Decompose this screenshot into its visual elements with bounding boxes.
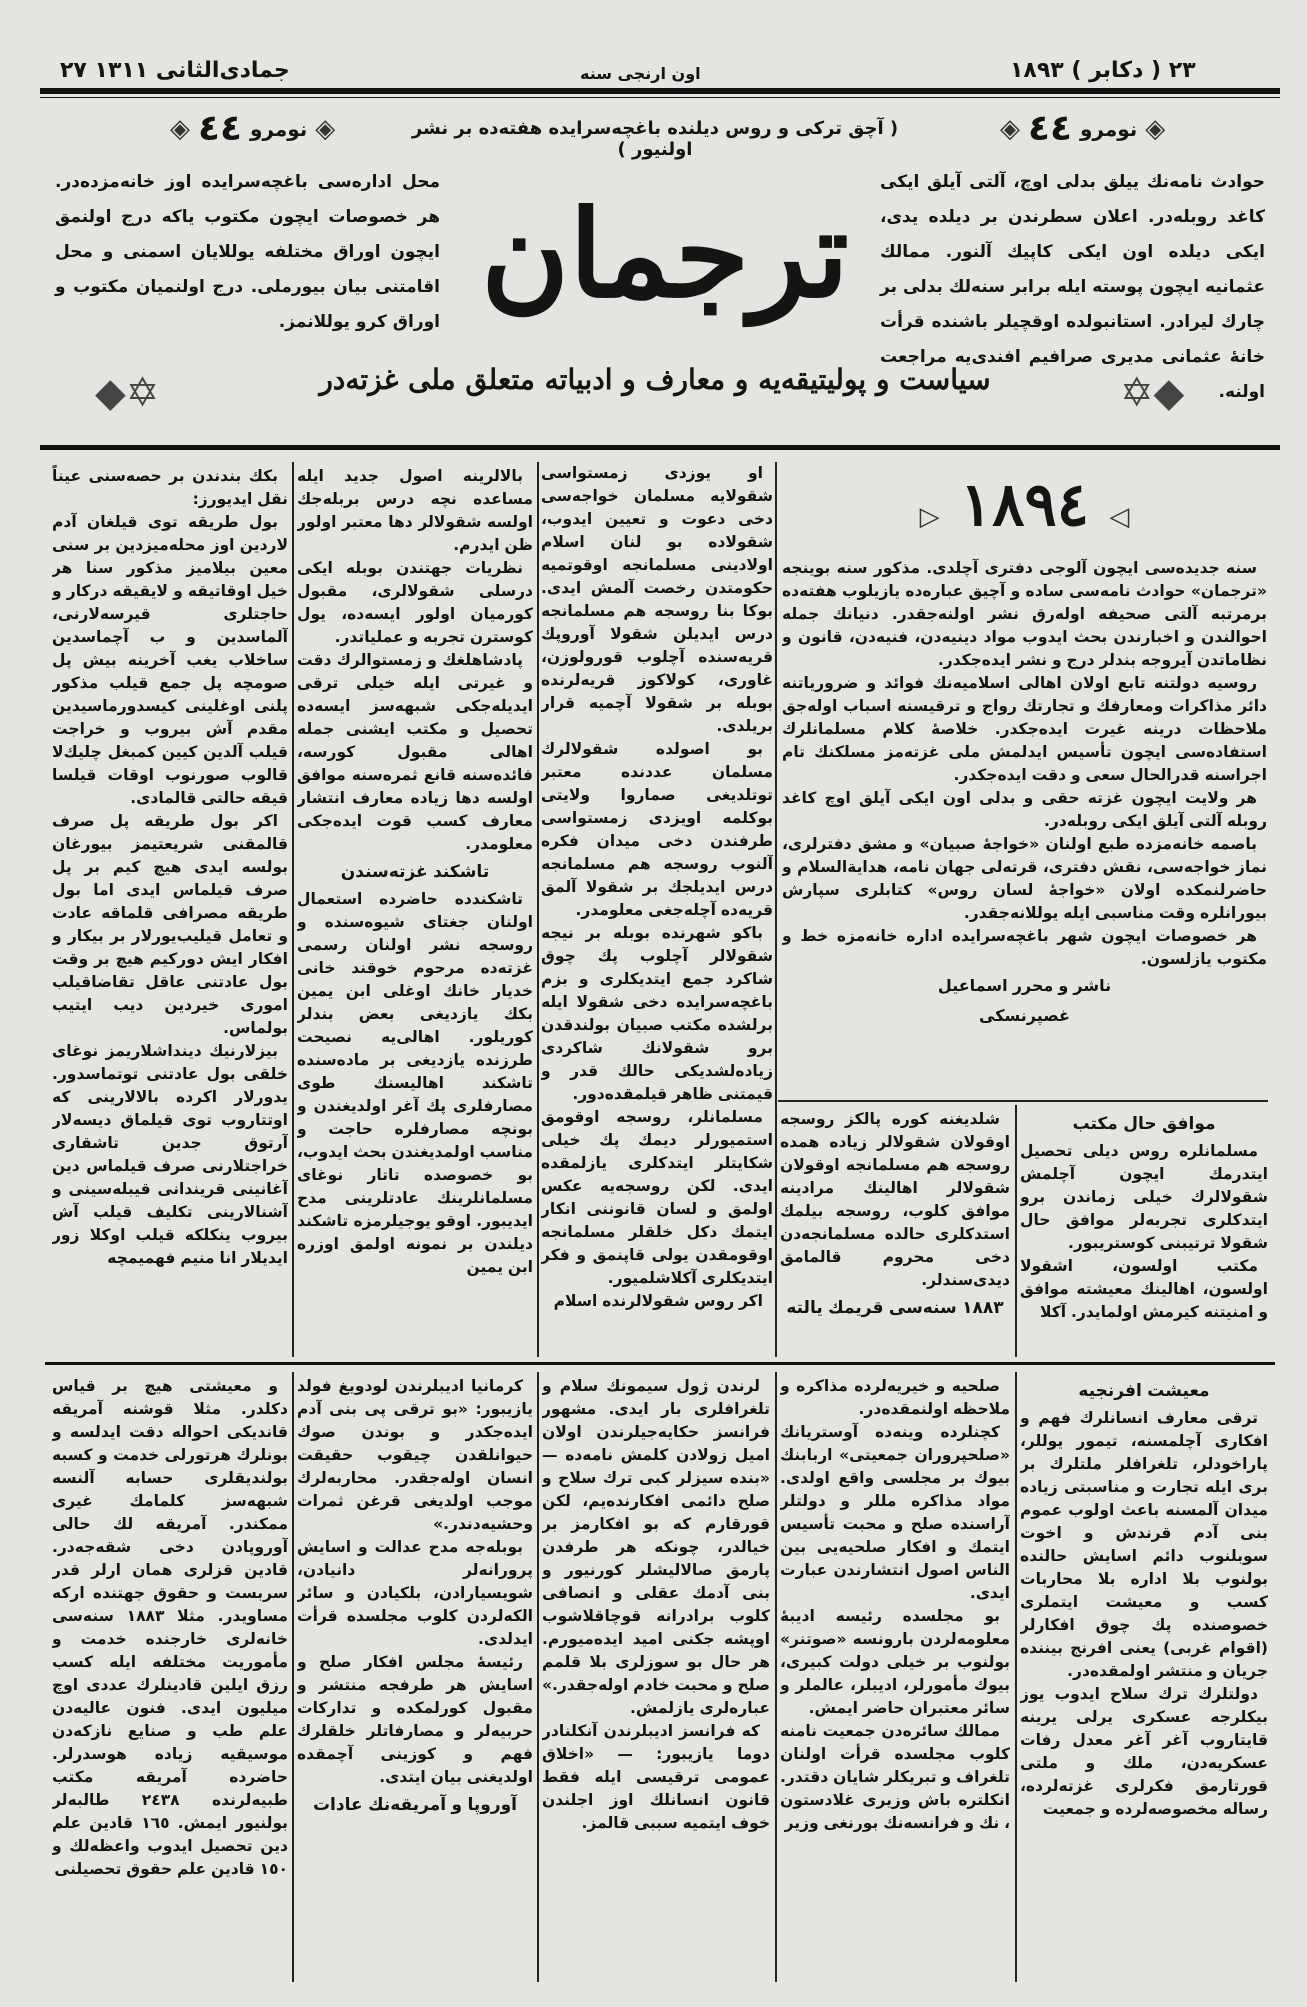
paragraph: بكك بندندن بر حصه‌سنی عیناً نقل ایدیورز: <box>52 467 288 508</box>
paragraph: صلحیه و خیریه‌لرده مذاكره و ملاحظه اولنمقده‌در. <box>780 1377 1010 1418</box>
gregorian-date: ۱۸۹۳ ( دكابر ) ۲۳ <box>1010 58 1196 83</box>
paragraph: بوبله‌جه مدح عدالت و اسایش پرورانه‌لر دانیادن، شویسیارادن، بلكیادن و سائر الكه‌لردن كلوب مجلسده قرأت ایدلدی. <box>297 1538 533 1648</box>
column-divider <box>1015 1105 1017 1357</box>
column-divider <box>775 462 777 1357</box>
paragraph: باصمه خانه‌مزده طبع اولنان «خواجهٔ صبیان» و مشق دفترلری، نماز خواجه‌سی، نقش دفتری، قرته‌لی جهان نامه، هدایة‌السلام و حاضرلنمكده اولان «خواجهٔ لسان روس» كتابلری سپارش بیورانلره وقت مناسبی ایله یوللانه‌جقدر. <box>782 835 1267 922</box>
lower-column-2 <box>297 1375 533 1985</box>
hijri-date: ۲۷ جمادی‌الثانی ۱۳۱۱ <box>60 58 290 83</box>
section-heading: تاشكند غزته‌سندن <box>340 862 490 882</box>
number-value: ٤٤ <box>1028 108 1072 149</box>
ornament-icon: ◆✡ <box>95 370 160 416</box>
signature-line: ناشر و محرر اسماعیل <box>937 976 1112 995</box>
paragraph: ترقی معارف انسانلرك فهم و افكاری آچلمسنه، تیمور یوللر، پاراخودلر، تلغرافلر ملتلرك بر بری ایله تجارت و مناسبتی زیاده میدان آلمسنه باعث اولوب عموم بنی آدم قرندش و اخوت سوبلنوب دائم اسایش حالنده بولنوب بلا اداره بلا محاربات كسب و معیشت ایتملری خصوصنده پك چوق افكارلر (اقوام غربی) یعنی افرنج بیننده جریان و منتشر اولمقده‌در. <box>1020 1409 1268 1680</box>
paragraph: دولتلرك ترك سلاح ایدوب یوز بیكلرجه عسكری یرلی یرینه قایتاروب آغر آغر معدل رفات عسكریه‌دن، ملك و ملتی قورتارمق فكرلری غزته‌لرده، رساله مخصوصه‌لرده و جمعیت <box>1020 1685 1268 1818</box>
paragraph: رئیسهٔ مجلس افكار صلح و اسایش هر طرفجه منتشر و مقبول كورلمكده و تداركات حربیه‌لر و مصارفاتلر خلقلرك فهم و كوزینی آچمقده اولدیغنی بیان ایتدی. <box>297 1653 533 1786</box>
column-school <box>1020 1108 1268 1356</box>
column-school-continued <box>780 1108 1010 1356</box>
ornament-icon: ◈ <box>1145 113 1166 144</box>
paragraph: بول طریقه توی قیلغان آدم لاردین اوز محله‌میزدین بر سنی معین بیلامیز مذكور سنا هر خیل اوقاتیقه و لایقیقه دركار و حاجتلری قیرسه‌لارنی، آلماسدین و ب آچماسدین ساخلاب یغب آخرینه بیش پل صومچه پل جمع قیلب مذكور پلنی اوغلینی كیسدورماسیدین مقدم آش بیروب و خراجت قیلب آلدین كیین كمبغل چلیك‌لا قالوب صورنوب اوقات قیلسا قیقه حالتی قالمادی. <box>52 513 288 807</box>
paragraph: اكر بول طریقه پل صرف قالمقنی شریعتیمز بیورغان بولسه ایدی هیچ كیم بر پل صرف قیلماس ایدی اما بول طریقه مصرافی قلماقه عادت و تعامل قیلیب‌یورلار بر بیكار و افكار ایش دوركیم هیچ بر وقت بول عادتنی عاقل تقاضاقیلب اموری خیردین دیب ایتیب بولماس. <box>52 812 288 1037</box>
paragraph: بیزلارنیك دینداشلاریمز نوغای خلقی بول عادتنی توتماسدور. یدورلار اكرده بالالارینی كه اوتتاروب توی قیلماق دیسه‌لار آرتوق جدین تاشقاری خراجتلارنی صرف قیلماس دین آغانینی قریندانی قیبله‌سینی و آشنالارینی تكلیف قیلب آش بیروب ینكلكه قیلب اوكلا زور ایدیلار انا منیم فهمیمچه <box>52 1042 288 1267</box>
volume-label: اون ارنجی سنه <box>580 64 701 83</box>
office-box: محل اداره‌سی باغچه‌سرایده اوز خانه‌مزده‌در. هر خصوصات ایچون مكتوب یاكه درج اولنمق ایچون اوراق مختلفه یوللایان اسمنی و محل اقامتنی بیان بیورملی. درج اولنمیان مكتوب و اوراق كرو یوللانمز. <box>55 172 440 332</box>
column-b <box>297 465 533 1355</box>
paragraph: روسیه دولتنه تابع اولان اهالی اسلامیه‌نك فوائد و ضروریاتنه دائر مذاكرات ومعارفك و تجارتك رواج و ترقیسنه اسباب اوله‌جق ملاحظات درینه غیرت ایده‌جكدر. خلاصهٔ كلام مسلمانلرك استفاده‌سی ایچون تأسیس ایدلمش ملی غزته‌مز مسلكنك تام اجراسنه قدرالحال سعی و دقت ایده‌جكدر. <box>782 674 1267 784</box>
column-divider <box>1015 1372 1017 1982</box>
section-heading: ۱۸۸۳ سنه‌سی قریمك یالته <box>786 1298 1004 1318</box>
column-c <box>541 462 773 1357</box>
number-label: نومرو <box>1079 116 1138 141</box>
paragraph: كچنلرده وینه‌ده آوستریانك «صلحپروران جمعیتی» اربابنك بیوك بر مجلسی واقع اولدی. مواد مذاكره مللر و دولتلر آراسنده صلح و محبت تأسیس ایتمك و افكار صلحیه‌یی بین الناس اصول انتشارندن عبارت ایدی. <box>780 1423 1010 1602</box>
lower-column-1 <box>52 1375 288 1985</box>
paragraph: مسلمانلر، روسجه اوقومق استمیورلر دیمك پك خیلی شكایتلر ایتدكلری یازلمقده ایدی. لكن روسجه‌یه عكس اولمق و لسان قانوننی انكار ایتمك دكل خلقلر مسلمانجه اوقومقدن یولی قاپنمق و فكر ایتدیكلری آكلاشلمیور. <box>541 1108 773 1287</box>
column-divider <box>775 1372 777 1982</box>
issue-number-left <box>170 108 335 149</box>
paragraph: سنه جدیده‌سی ایچون آلوجی دفتری آچلدی. مذكور سنه بوینجه «ترجمان» حوادث نامه‌سی ساده و آچیق عباره‌ده یازیلوب هفته‌ده برمرتبه آلتی صحیفه اوله‌رق نشر اولنه‌جقدر. دنیانك جمله احوالندن و اخبارندن بحث ایدوب مواد دینیه‌دن، فنیه‌دن، قانون و نظاماتدن آیروجه بندلر درج و نشر ایده‌جكدر. <box>782 559 1267 669</box>
paragraph: مكتب اولسون، اشقولا اولسون، اهالینك معیشته موافق و امنیتنه كیرمش اولمایدر. آكلا <box>1020 1257 1268 1321</box>
paragraph: هر ولایت ایچون غزته حقی و بدلی اون ایكی آیلق اوچ كاغد روبله آلتی آیلق ایكی روبله‌در. <box>782 789 1267 830</box>
paragraph: اكر روس شقولالرنده اسلام <box>553 1292 763 1310</box>
section-divider <box>778 1100 1268 1102</box>
section-heading: آوروپا و آمریقه‌نك عادات <box>312 1795 518 1815</box>
top-rule-thin <box>40 97 1280 98</box>
paragraph: لرندن ژول سیمونك سلام و تلغرافلری بار ایدی. مشهور فرانسز حكایه‌جیلرندن اولان امیل زولادن كلمش نامه‌ده — «بنده سیزلر كبی ترك سلاح و صلح دائمی افكارنده‌یم، لكن قورقارم كه بو افكارمز بر خیالدر، چونكه هر طرفدن پارمق صالالیشلر كورنیور و بنی آدمك عقلی و انصافی كلوب برادرانه قوچاقلاشوب اوپشه جكنی امید ایده‌میورم. هر حال بو سوزلری بلا قلمم صلح و محبت خادم اوله‌جقدر.» عباره‌لری یازلمش. <box>542 1377 770 1717</box>
year-value: ۱۸۹٤ <box>960 470 1089 540</box>
paragraph: ممالك سائره‌دن جمعیت نامنه كلوب مجلسده قرأت اولنان تلغراف و تبریكلر شایان دقتدر. انكلتره باش وزیری غلادستون ، نك و فرانسه‌نك بورنغی وزیر <box>780 1722 1010 1832</box>
ornament-icon: ◈ <box>315 113 336 144</box>
section-rule <box>45 1362 1275 1365</box>
column-divider <box>537 1372 539 1982</box>
paragraph: مسلمانلره روس دیلی تحصیل ایتدرمك ایچون آچلمش شقولالرك خیلی زماندن برو ایتدكلری تجربه‌لر موافق حال شقولا ترتیبنی كوستریبور. <box>1020 1142 1268 1252</box>
subscription-box: حوادث نامه‌نك ییلق بدلی اوچ، آلتی آیلق ایكی كاغد روبله‌در. اعلان سطرندن بر دیلده یدی، ایكی دیلده اون ایكی كاپیك آلنور. ممالك عثمانیه ایچون پوسته ایله برابر سنه‌لك بدلی بر چارك لیرادر. استانبولده اوقچیلر باشنده قرأت خانهٔ عثمانی مدیری صرافیم افندی‌یه مراجعت اولنه. <box>880 172 1265 402</box>
column-divider <box>292 462 294 1357</box>
lower-column-3 <box>542 1375 770 1985</box>
signature-line: غصپرنسكی <box>979 1006 1070 1025</box>
paragraph: و معیشتی هیچ بر قیاس دكلدر. مثلا قوشنه آمریقه قاندیكی احواله دقت ایدلسه و بونلرك هرتورلی خدمت و كسبه بولندیقلری حسابه آلنسه شبهه‌سز كلمامك غیری ممكندر. آمریقه لك حالی آوروپادن دخی شقه‌جه‌در. قادین قزلری همان ارلر قدر سربست و حقوق جهتنده اركه مساویدر. مثلا ۱۸۸۳ سنه‌سی خانه‌لری خارجنده خدمت و مأموریت مختلفه ایله كسب رزق ایلین قادینلرك عددی اوچ میلیون ایدی. فنون عالیه‌دن علم طب و صنایع نازكه‌دن موسیقیه زیاده هوسدرلر. حاضرده آمریقه مكتب طبیه‌لرنده ۲٤۳۸ طالبه‌لر بولنیور ایمش. ۱٦٥ قادین علم دین تحصیل ایدوب واعظه‌لك و ۱٥۰ قادین علم حقوق تحصیلنی <box>52 1377 288 1878</box>
number-label: نومرو <box>249 116 308 141</box>
paragraph: هر خصوصات ایچون شهر باغچه‌سرایده اداره خانه‌مزه خط و مكتوب یازلسون. <box>782 927 1267 968</box>
ornament-icon: ◈ <box>170 113 190 144</box>
column-a <box>52 465 288 1355</box>
paragraph: بالالرینه اصول جدید ایله مساعده نچه درس بربله‌جك اولسه شقولالر دها معتبر اولور ظن ایدرم. <box>297 467 533 554</box>
masthead-rule <box>40 445 1280 450</box>
lead-article <box>782 465 1267 1095</box>
section-heading: معیشت افرنجیه <box>1078 1381 1210 1401</box>
ornament-icon: ◁ <box>1109 502 1130 532</box>
newspaper-subtitle: سیاست و پولیتیقه‌یه و معارف و ادبیاته متعلق ملی غزته‌در <box>319 363 991 396</box>
paragraph: او یوزدی زمستواسی شقولایه مسلمان خواجه‌سی دخی دعوت و تعیین ایدوب، شقولاده بو لنان اسلام اولادینی مسلمانجه اوقوتمیه حكومتدن رخصت آلمش ایدی. بوكا بنا روسجه هم مسلمانجه درس ایدیلن شقولا آوروپك قریه‌سنده آچلوب قورولوزن، غاوری، كولاكوز قریه‌لرنده بوبله بر شقولا آچمیه قرار بریلدی. <box>541 464 773 735</box>
issue-number-right <box>1000 108 1165 149</box>
newspaper-title: ترجمان <box>481 184 849 325</box>
lower-column-5 <box>1020 1375 1268 1985</box>
paragraph: باكو شهرنده بوبله بر نیجه شقولالر آچلوب پك چوق شاكرد جمع ایتدیكلری و بزم باغچه‌سرایده دخی شقولا ایله برلشده مكتب صبیان بولندقدن برو شقولانك شاكردی زیاده‌لشدیكی حالك قدر و قیمتنی ظاهر قیلمقده‌دور. <box>541 924 773 1103</box>
signature <box>782 971 1267 1031</box>
paragraph: پادشاهلغك و زمستوالرك دقت و غیرتی ایله خیلی ترقی ایدیله‌جكی شبهه‌سز ایسه‌ده تحصیل و مكتب ایشنی جمله اهالی مقبول كورسه، فائده‌سنه قانع ثمره‌سنه موافق اولسه دها زیاده معارف انتشار معارف كسب قوت ایده‌جكی معلومدر. <box>297 651 533 853</box>
paragraph: بو مجلسده رئیسه ادیبهٔ معلومه‌لردن بارونسه «صوتنر» بولنوب بر خیلی دولت كبیری، بیوك مأمورلر، ادیبلر، عالملر و سائر معتبران حاضر ایمش. <box>780 1607 1010 1717</box>
paragraph: كرمانیا ادیبلرندن لودویغ فولد یازیبور: «بو ترقی پی بنی آدم ایده‌جكدر و بوندن صوك حیوانلقدن چیقوب حقیقت انسان اوله‌جقدر. محاربه‌لرك موجب اولدیغی قرغن ثمرات وحشیه‌دندر.» <box>297 1377 533 1533</box>
paragraph: شلدیغنه كوره پالكز روسجه اوقولان شقولالر زیاده همده روسجه هم مسلمانجه اوقولان شقولالر اهالینك مرادینه موافق كلوب، روسجه بیلمك استدكلری حالده مسلمانجه‌دن دخی محروم قالمامق دیدی‌سندلر. <box>780 1110 1010 1289</box>
ornament-icon: ✡◆ <box>1120 370 1185 416</box>
ornament-icon: ◈ <box>1000 113 1020 144</box>
paragraph: نظریات جهتندن بوبله ایكی درسلی شقولالری، مقبول كورمیان اولور ایسه‌ده، یول كوسترن تجربه و عملیاتدر. <box>297 559 533 646</box>
ornament-icon: ▷ <box>919 502 940 532</box>
paragraph: بو اصولده شقولالرك مسلمان عددنده معتبر توتلدیغی صماروا ولایتی بوكلمه اویزدی زمستواسی طرفندن دخی میدان فكره آلنوب روسجه هم مسلمانجه درس ایدیلجك بر شقولا آلمق قریه‌ده آچله‌جغی معلومدر. <box>541 740 773 919</box>
paragraph: كه فرانسز ادیبلرندن آنكلنادر دوما یازیبور: — «اخلاق عمومی ترقیسی ایله فقط قانون انسانلك اوز اجلندن خوف ایتمیه سببی قالمز. <box>542 1722 770 1832</box>
number-value: ٤٤ <box>198 108 242 149</box>
column-divider <box>537 462 539 1357</box>
top-rule <box>40 88 1280 94</box>
year-heading <box>782 465 1267 557</box>
tagline: ( آچق تركی و روس دیلنده باغچه‌سرایده هفته‌ده بر نشر اولنیور ) <box>411 118 899 160</box>
section-heading: موافق حال مكتب <box>1072 1114 1216 1134</box>
paragraph: تاشكندده حاضرده استعمال اولنان جغتای شیوه‌سنده و روسجه نشر اولنان رسمی غزته‌ده مرحوم خوقند خانی خدیار خانك اوغلی ابن یمین بكك یازدیغی بعض بندلر كوریلور. اهالی‌یه نصیحت طرزنده یازدیغی بر ماده‌سنده تاشكند اهالیسنك طوی مصارفلری پك آغر اولدیغندن و بونچه مصارفلره حاجت و مناسب اولمدیغندن بحث ایدوب، بو خصوصده تاتار نوغای مسلمانلرینك عادتلرینی مدح ایدیبور. اوقو یوجیلرمزه تاشكند دیلندن بر نمونه اولمق اوزره ابن یمین <box>297 890 533 1276</box>
lower-column-4 <box>780 1375 1010 1985</box>
column-divider <box>292 1372 294 1982</box>
